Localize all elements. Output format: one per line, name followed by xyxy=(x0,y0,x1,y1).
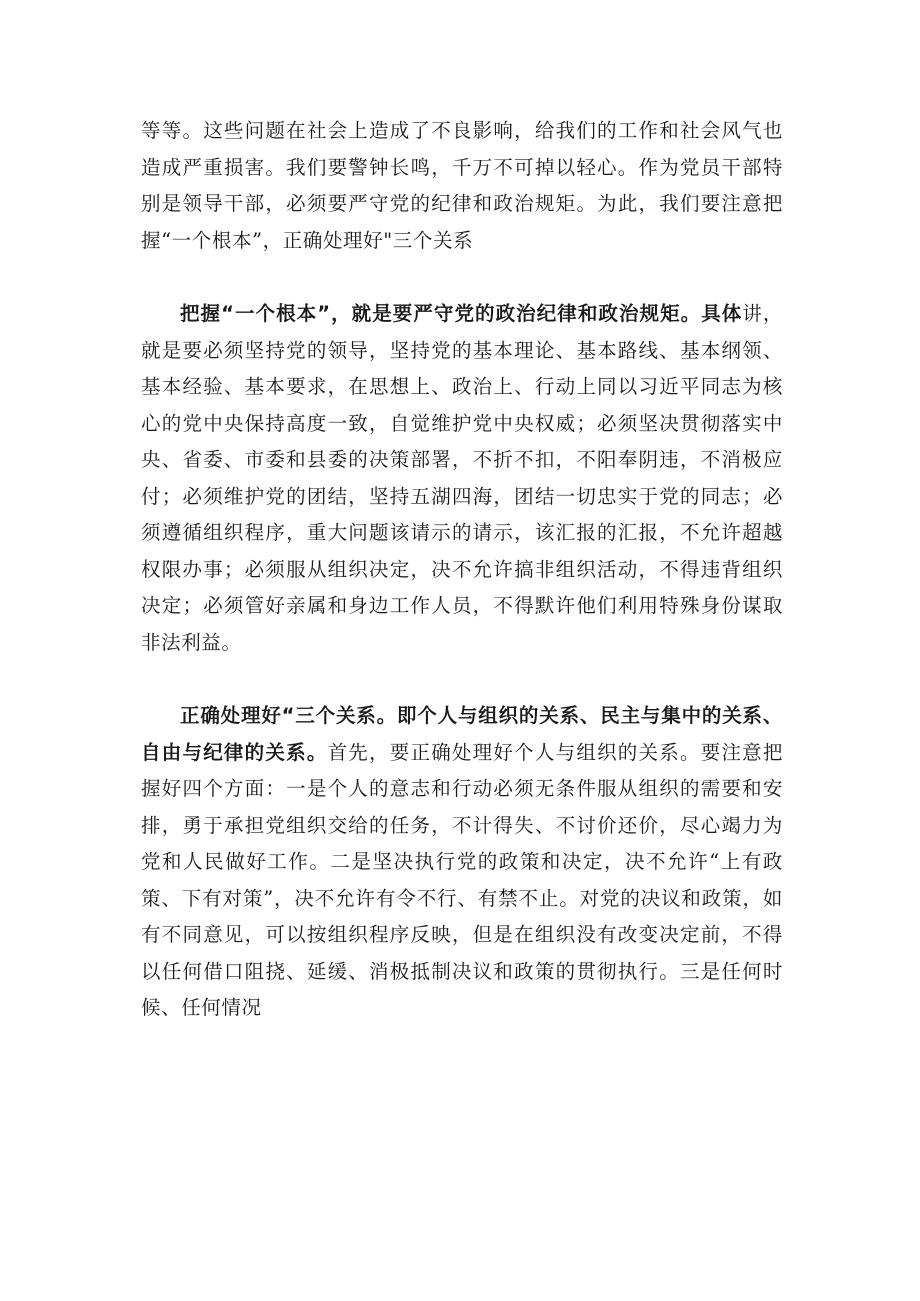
paragraph-3-text: 首先，要正确处理好个人与组织的关系。要注意把握好四个方面：一是个人的意志和行动必须无条件服从组织的需要和安排，勇于承担党组织交给的任务，不计得失、不讨价还价，尽心竭力为党和人民做好工作。二是坚决执行党的政策和决定，决不允许“上有政策、下有对策”，决不允许有令不行、有禁不止。对党的决议和政策，如有不同意见，可以按组织程序反映，但是在组织没有改变决定前，不得以任何借口阻挠、延缓、消极抵制决议和政策的贯彻执行。三是任何时候、任何情况 xyxy=(141,740,784,1019)
document-body xyxy=(141,113,783,1027)
paragraph-2-text: 讲，就是要必须坚持党的领导，坚持党的基本理论、基本路线、基本纲领、基本经验、基本要求，在思想上、政治上、行动上同以习近平同志为核心的党中央保持高度一致，自觉维护党中央权威；必须坚决贯彻落实中央、省委、市委和县委的决策部署，不折不扣，不阳奉阴违，不消极应付；必须维护党的团结，坚持五湖四海，团结一切忠实于党的同志；必须遵循组织程序，重大问题该请示的请示，该汇报的汇报，不允许超越权限办事；必须服从组织决定，决不允许搞非组织活动，不得违背组织决定；必须管好亲属和身边工作人员，不得默许他们利用特殊身份谋取非法利益。 xyxy=(141,302,784,654)
paragraph-1-text: 等等。这些问题在社会上造成了不良影响，给我们的工作和社会风气也造成严重损害。我们要警钟长鸣，千万不可掉以轻心。作为党员干部特别是领导干部，必须要严守党的纪律和政治规矩。为此，我们要注意把握“一个根本”，正确处理好"三个关系 xyxy=(141,119,783,252)
paragraph-2 xyxy=(141,296,783,661)
paragraph-1 xyxy=(141,113,783,259)
paragraph-2-bold-lead: 把握“一个根本”，就是要严守党的政治纪律和政治规矩。具体 xyxy=(180,302,743,325)
paragraph-3 xyxy=(141,698,783,1027)
paragraph-3-bold-lead: 正确处理好“三个关系。即个人与组织的关系、民主与集中的关系、自由与纪律的关系。 xyxy=(141,704,783,764)
